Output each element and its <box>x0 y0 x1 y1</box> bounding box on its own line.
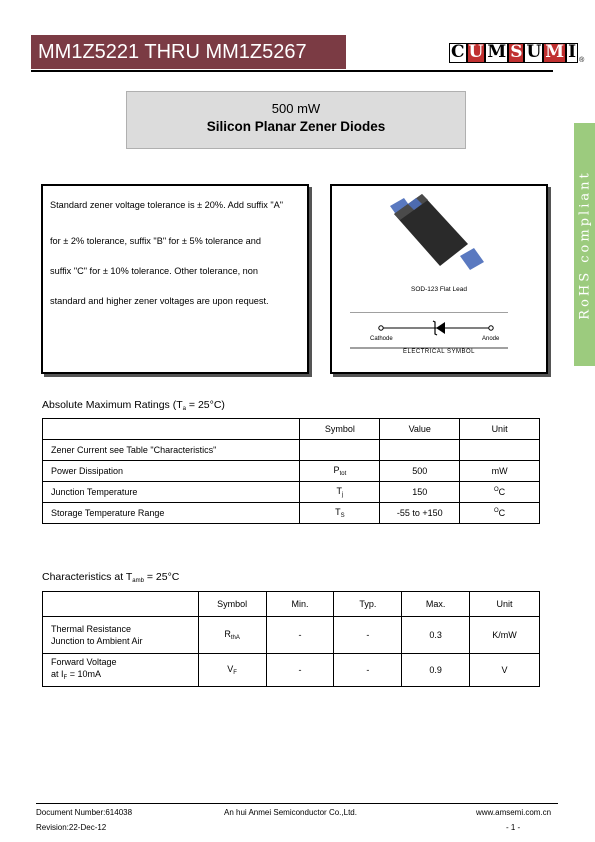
value-cell: 150 <box>380 482 460 503</box>
table-header-cell: Typ. <box>334 592 402 617</box>
unit-cell <box>460 440 540 461</box>
symbol-cell: $T_j$ <box>300 482 380 503</box>
page-number: - 1 - <box>506 823 521 832</box>
typ-cell: - <box>334 654 402 687</box>
rohs-label: RoHS compliant <box>577 169 592 320</box>
symbol-cell: $R_{thA}$ <box>198 617 266 654</box>
table-header-cell <box>43 419 300 440</box>
table-row <box>43 440 540 461</box>
rohs-badge <box>574 123 595 366</box>
footer-rule <box>36 803 558 804</box>
param-cell: Storage Temperature Range <box>43 503 300 524</box>
typ-cell: - <box>334 617 402 654</box>
power-rating: 500 mW <box>271 101 321 116</box>
product-name: Silicon Planar Zener Diodes <box>206 119 386 134</box>
param-cell: Junction Temperature <box>43 482 300 503</box>
param-cell: Thermal Resistance Junction to Ambient Air <box>43 617 199 654</box>
value-cell: -55 to +150 <box>380 503 460 524</box>
package-image-box <box>330 184 548 374</box>
unit-cell: $^O$C <box>460 503 540 524</box>
symbol-cell: $P_{tot}$ <box>300 461 380 482</box>
logo-letter: C <box>451 42 465 62</box>
unit-cell: V <box>470 654 540 687</box>
min-cell: - <box>266 654 334 687</box>
max-cell: 0.3 <box>402 617 470 654</box>
package-caption: SOD-123 Flat Lead <box>410 286 467 293</box>
note-line: Standard zener voltage tolerance is ± 20%. Add suffix "A" <box>50 200 284 210</box>
symbol-cell: $T_S$ <box>300 503 380 524</box>
logo-letter: S <box>510 42 523 62</box>
logo-letter: M <box>487 42 507 62</box>
characteristics-title: Characteristics at Tamb = 25°C <box>42 571 180 584</box>
min-cell: - <box>266 617 334 654</box>
anode-label: Anode <box>482 336 500 342</box>
note-line: for ± 2% tolerance, suffix "B" for ± 5% tolerance and <box>50 236 262 246</box>
table-header-cell: Unit <box>460 419 540 440</box>
note-line: standard and higher zener voltages are upon request. <box>50 296 269 306</box>
subtitle-box <box>126 91 466 149</box>
tolerance-note-box <box>41 184 309 374</box>
table-header-cell: Value <box>380 419 460 440</box>
document-title: MM1Z5221 THRU MM1Z5267 <box>31 35 346 69</box>
abs-max-table <box>42 418 540 524</box>
logo-letter: U <box>468 42 484 62</box>
unit-cell: $^O$C <box>460 482 540 503</box>
table-header-cell <box>43 592 199 617</box>
characteristics-table <box>42 591 540 687</box>
registered-mark: ® <box>579 57 585 64</box>
zener-symbol-icon <box>350 312 510 352</box>
param-cell: Forward Voltage at $I_F = 10mA$ <box>43 654 199 687</box>
table-header-cell: Symbol <box>198 592 266 617</box>
company-name: An hui Anmei Semiconductor Co.,Ltd. <box>224 808 357 817</box>
max-cell: 0.9 <box>402 654 470 687</box>
header-rule <box>31 70 553 72</box>
logo-letter: I <box>568 42 577 62</box>
table-header-cell: Symbol <box>300 419 380 440</box>
note-line: suffix "C" for ± 10% tolerance. Other tolerance, non <box>50 266 259 276</box>
value-cell <box>380 440 460 461</box>
document-number: Document Number:614038 <box>36 808 133 817</box>
logo-letter: M <box>545 42 565 62</box>
table-header-cell: Unit <box>470 592 540 617</box>
cathode-label: Cathode <box>370 336 393 342</box>
param-cell: Zener Current see Table "Characteristics" <box>43 440 300 461</box>
package-lead <box>460 248 484 270</box>
symbol-cell: $V_F$ <box>198 654 266 687</box>
table-header-cell: Min. <box>266 592 334 617</box>
cumsumi-logo <box>449 42 584 64</box>
website: www.amsemi.com.cn <box>476 808 552 817</box>
table-row <box>43 503 540 524</box>
revision-date: Revision:22-Dec-12 <box>36 823 107 832</box>
table-row <box>43 654 540 687</box>
unit-cell: mW <box>460 461 540 482</box>
table-header-cell: Max. <box>402 592 470 617</box>
table-row <box>43 482 540 503</box>
symbol-caption: ELECTRICAL SYMBOL <box>403 349 475 355</box>
symbol-cell <box>300 440 380 461</box>
table-row <box>43 617 540 654</box>
param-cell: Power Dissipation <box>43 461 300 482</box>
table-row <box>43 461 540 482</box>
logo-letter: U <box>526 42 542 62</box>
unit-cell: K/mW <box>470 617 540 654</box>
abs-max-title: Absolute Maximum Ratings (Ta = 25°C) <box>42 399 225 412</box>
table-header-row <box>43 592 540 617</box>
table-header-row <box>43 419 540 440</box>
value-cell: 500 <box>380 461 460 482</box>
